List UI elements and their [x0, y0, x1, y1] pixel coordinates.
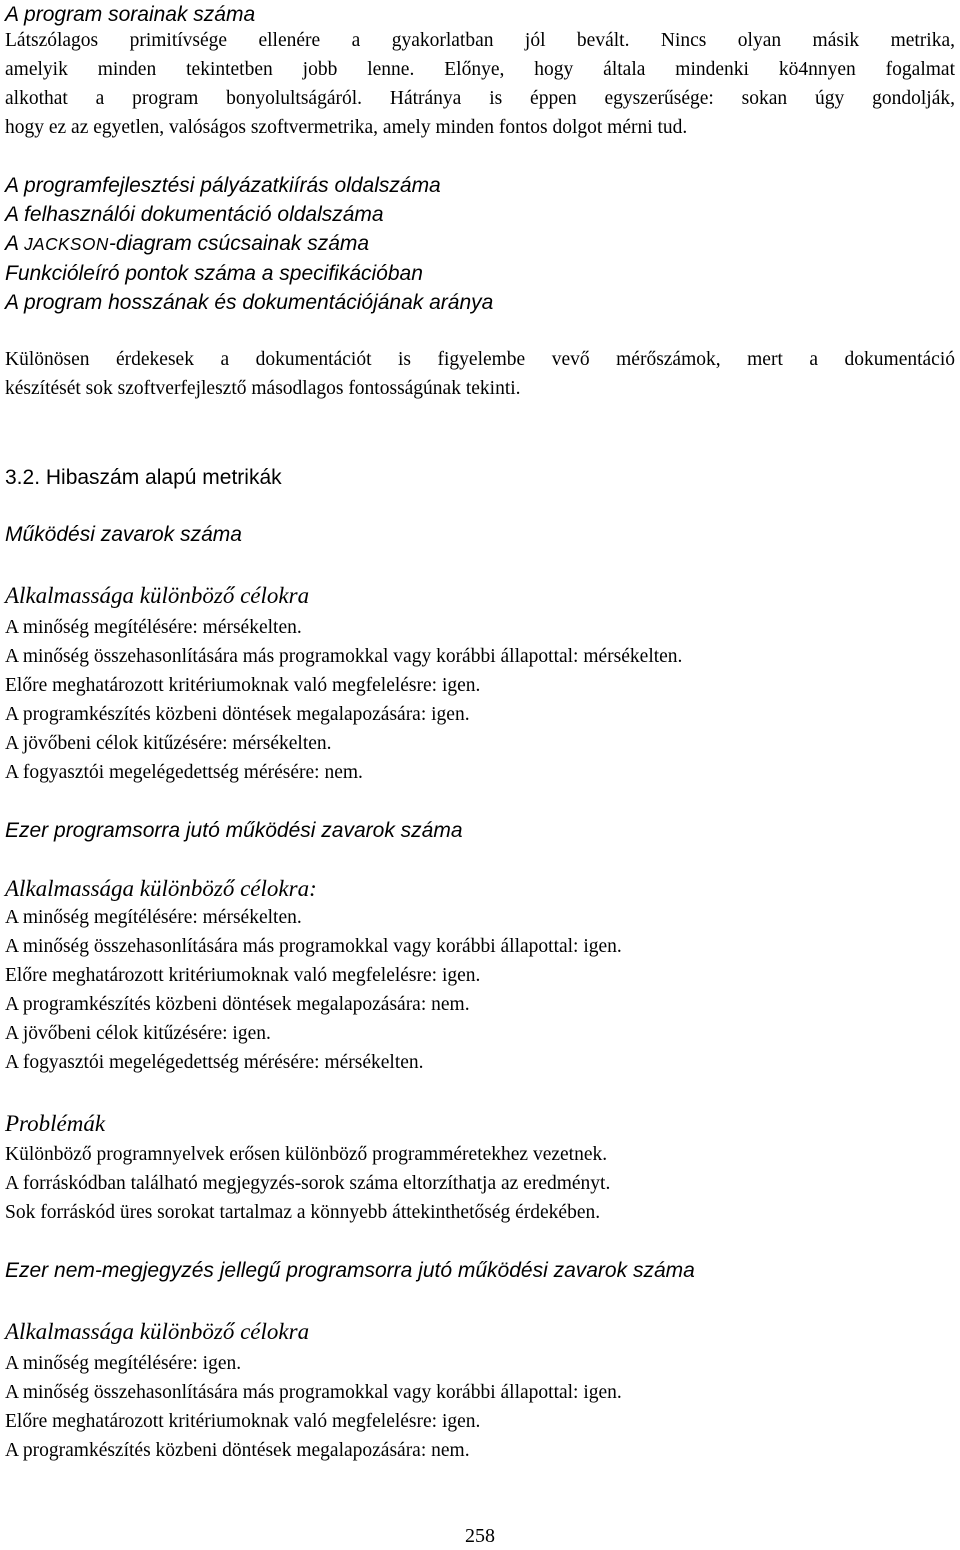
problem-line: A forráskódban található megjegyzés-sorok száma eltorzíthatja az eredményt.: [5, 1173, 611, 1194]
note-line: Különösen érdekesek a dokumentációt is figyelembe vevő mérőszámok, mert a dokumentáció: [5, 349, 955, 370]
block3-subtitle: Alkalmassága különböző célokra: [5, 1319, 310, 1344]
block1-line: A minőség megítélésére: mérsékelten.: [5, 617, 302, 638]
jackson-suffix: -diagram csúcsainak száma: [108, 232, 370, 255]
block2-subtitle: Alkalmassága különböző célokra:: [5, 876, 317, 901]
intro-line: Látszólagos primitívsége ellenére a gyakorlatban jól bevált. Nincs olyan másik metrika,: [5, 30, 955, 51]
section-heading: 3.2. Hibaszám alapú metrikák: [5, 466, 282, 489]
block2-line: A minőség összehasonlítására más programokkal vagy korábbi állapottal: igen.: [5, 936, 622, 957]
block1-title: Működési zavarok száma: [5, 523, 242, 546]
block2-list: [5, 903, 955, 1077]
block2-line: A jövőbeni célok kitűzésére: igen.: [5, 1023, 271, 1044]
block3-line: Előre meghatározott kritériumoknak való megfelelésre: igen.: [5, 1411, 481, 1432]
note-line: készítését sok szoftverfejlesztő másodlagos fontosságúnak tekinti.: [5, 378, 521, 399]
block1-line: Előre meghatározott kritériumoknak való megfelelésre: igen.: [5, 675, 481, 696]
page-number: 258: [465, 1525, 495, 1547]
block3-title: Ezer nem-megjegyzés jellegű programsorra jutó működési zavarok száma: [5, 1259, 695, 1282]
jackson-prefix: A: [5, 232, 25, 255]
block3-line: A minőség megítélésére: igen.: [5, 1353, 242, 1374]
jackson-name: JACKSON: [24, 234, 109, 254]
metric-item: Funkcióleíró pontok száma a specifikációban: [5, 262, 423, 285]
block2-line: A minőség megítélésére: mérsékelten.: [5, 907, 302, 928]
block3-line: A minőség összehasonlítására más programokkal vagy korábbi állapottal: igen.: [5, 1382, 622, 1403]
block2-title: Ezer programsorra jutó működési zavarok száma: [5, 819, 463, 842]
metric-list: [5, 171, 955, 317]
metric-item: A program hosszának és dokumentációjának aránya: [5, 291, 494, 314]
metric-item: A felhasználói dokumentáció oldalszáma: [5, 203, 384, 226]
problems-list: [5, 1140, 955, 1227]
block1-line: A fogyasztói megelégedettség mérésére: nem.: [5, 762, 363, 783]
block1-list: [5, 613, 955, 787]
problem-line: Sok forráskód üres sorokat tartalmaz a könnyebb áttekinthetőség érdekében.: [5, 1202, 601, 1223]
intro-line: hogy ez az egyetlen, valóságos szoftvermetrika, amely minden fontos dolgot mérni tud.: [5, 117, 688, 138]
problem-line: Különböző programnyelvek erősen különböző programméretekhez vezetnek.: [5, 1144, 608, 1165]
intro-heading: A program sorainak száma: [5, 3, 256, 26]
metric-item-jackson: [5, 229, 955, 259]
block1-line: A jövőbeni célok kitűzésére: mérsékelten.: [5, 733, 332, 754]
note-paragraph: [5, 345, 955, 403]
problems-subtitle: Problémák: [5, 1111, 106, 1136]
intro-line: alkothat a program bonyolultságáról. Hátránya is éppen egyszerűsége: sokan úgy gondolják,: [5, 88, 955, 109]
block2-line: A fogyasztói megelégedettség mérésére: mérsékelten.: [5, 1052, 424, 1073]
block3-line: A programkészítés közbeni döntések megalapozására: nem.: [5, 1440, 470, 1461]
block2-line: Előre meghatározott kritériumoknak való megfelelésre: igen.: [5, 965, 481, 986]
metric-item: A programfejlesztési pályázatkiírás oldalszáma: [5, 174, 441, 197]
block1-line: A minőség összehasonlítására más programokkal vagy korábbi állapottal: mérsékelten.: [5, 646, 683, 667]
block1-line: A programkészítés közbeni döntések megalapozására: igen.: [5, 704, 470, 725]
block2-line: A programkészítés közbeni döntések megalapozására: nem.: [5, 994, 470, 1015]
intro-paragraph: [5, 26, 955, 142]
intro-line: amelyik minden tekintetben jobb lenne. Előnye, hogy általa mindenki kö4nnyen fogalmat: [5, 59, 955, 80]
block1-subtitle: Alkalmassága különböző célokra: [5, 583, 310, 608]
block3-list: [5, 1349, 955, 1465]
